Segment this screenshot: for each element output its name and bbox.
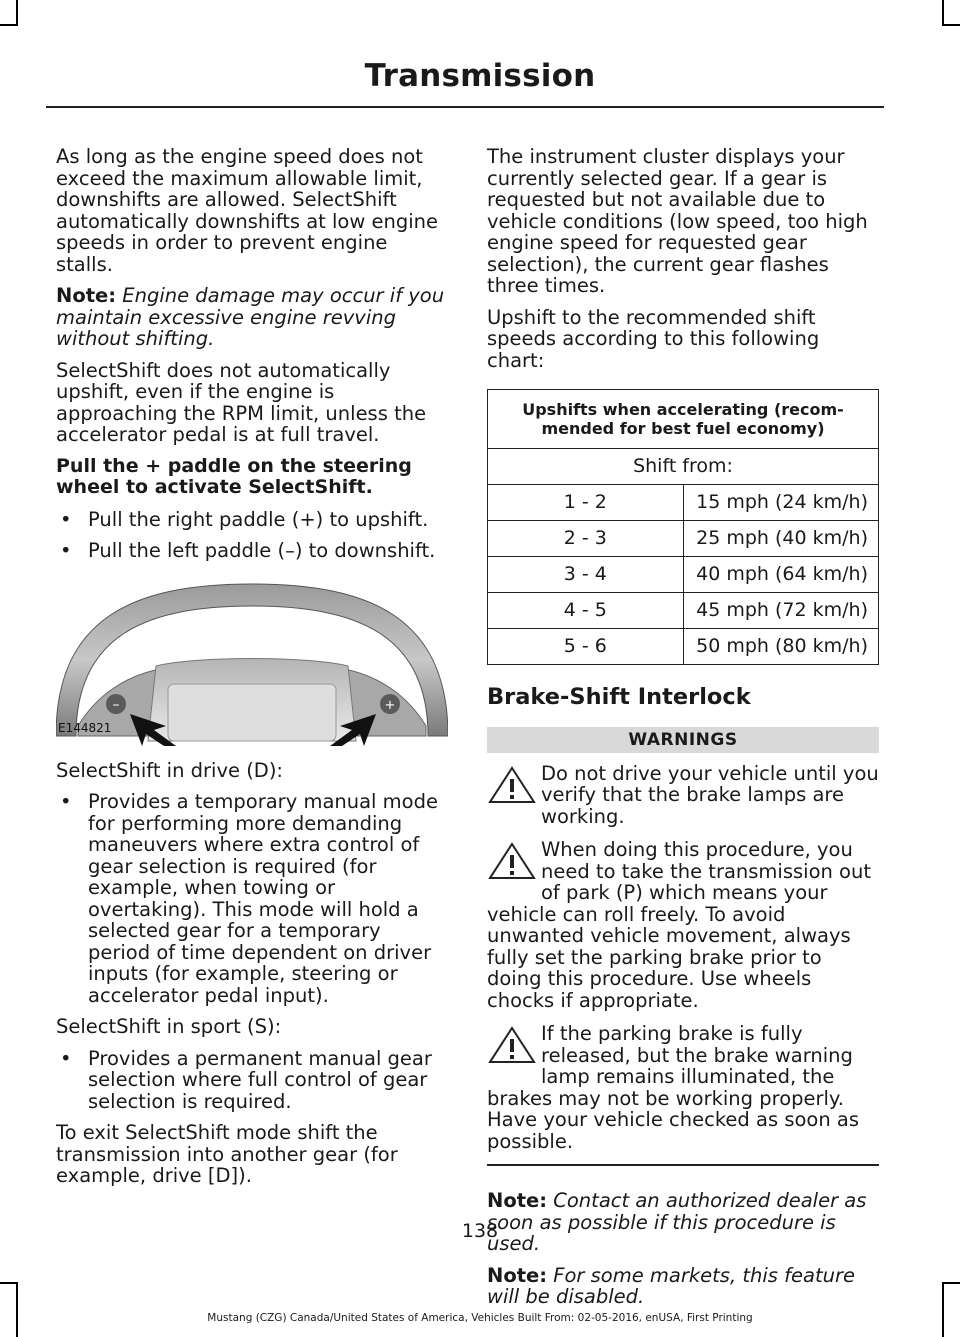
crop-mark-top-left-h [0, 24, 18, 26]
table-subheader: Shift from: [488, 449, 879, 485]
list-item: • Pull the right paddle (+) to upshift. [56, 509, 448, 531]
warning-triangle-icon [487, 841, 537, 881]
figure-label: E144821 [58, 721, 112, 735]
warning-text: Do not drive your vehicle until you verify that the brake lamps are working. [541, 761, 879, 828]
shift-speed-table [487, 389, 879, 665]
list-item: • Pull the left paddle (–) to downshift. [56, 540, 448, 562]
svg-text:+: + [384, 697, 396, 713]
steering-wheel-figure [56, 576, 448, 746]
page-title: Transmission [364, 58, 596, 94]
note-body: Contact an authorized dealer as soon as possible if this procedure is used. [487, 1189, 867, 1255]
section-title: Brake-Shift Interlock [487, 684, 751, 710]
paragraph-downshifts: As long as the engine speed does not exceed the maximum allowable limit, downshifts are allowed. SelectShift automatically downshifts at low engine speeds in order to prevent engine stalls. [56, 145, 439, 276]
paddle-list [56, 509, 448, 562]
paragraph-activate: Pull the + paddle on the steering wheel to activate SelectShift. [56, 454, 412, 498]
table-cell-gears: 2 - 3 [488, 521, 684, 557]
paragraph-upshift: SelectShift does not automatically upshift, even if the engine is approaching the RPM limit, unless the accelerator pedal is at full travel. [56, 358, 427, 446]
paragraph-exit: To exit SelectShift mode shift the transmission into another gear (for example, drive [D]). [56, 1121, 398, 1187]
drive-list [56, 791, 448, 1006]
warning-text: If the parking brake is fully released, but the brake warning lamp remains illuminated, the brakes may not be working properly. Have your vehicle checked as soon as possible. [487, 1022, 860, 1153]
warnings-end-rule [487, 1164, 879, 1166]
table-cell-speed: 40 mph (64 km/h) [683, 557, 879, 593]
sport-heading: SelectShift in sport (S): [56, 1015, 282, 1038]
left-column [56, 146, 448, 1197]
warning-text: When doing this procedure, you need to take the transmission out of park (P) which means your vehicle can roll freely. To avoid unwanted vehicle movement, always fully set the parking brake prior to doing this procedure. Use wheels chocks if appropriate. [487, 838, 871, 1012]
warning-item [487, 839, 879, 1011]
table-row [488, 521, 879, 557]
svg-text:–: – [112, 696, 120, 713]
crop-mark-bottom-left [16, 1282, 18, 1337]
note-label: Note: [487, 1189, 548, 1212]
table-cell-gears: 1 - 2 [488, 485, 684, 521]
right-column [487, 146, 879, 1318]
note-label: Note: [56, 284, 117, 307]
note-markets [487, 1265, 879, 1308]
paragraph-cluster: The instrument cluster displays your currently selected gear. If a gear is requested but not available due to vehicle conditions (low speed, too high engine speed for requested gear selection), the current gear flashes three times. [487, 145, 868, 297]
sport-list [56, 1048, 448, 1113]
warning-triangle-icon [487, 1025, 537, 1065]
crop-mark-top-left [16, 0, 18, 26]
table-row [488, 629, 879, 665]
crop-mark-bottom-right [942, 1282, 944, 1337]
note-body: For some markets, this feature will be disabled. [487, 1263, 855, 1308]
warning-item [487, 1023, 879, 1152]
table-cell-gears: 5 - 6 [488, 629, 684, 665]
note-body: Engine damage may occur if you maintain excessive engine revving without shifting. [56, 284, 445, 350]
table-cell-speed: 50 mph (80 km/h) [683, 629, 879, 665]
table-cell-speed: 15 mph (24 km/h) [683, 485, 879, 521]
list-item: • Provides a temporary manual mode for performing more demanding maneuvers where extra control of gear selection is required (for example, when towing or overtaking). This mode will hold a selected gear for a temporary period of time dependent on driver inputs (for example, steering or accelerator pedal input). [56, 791, 448, 1006]
table-row [488, 593, 879, 629]
paragraph-chart-intro: Upshift to the recommended shift speeds according to this following chart: [487, 305, 820, 372]
warnings-banner: WARNINGS [487, 727, 879, 753]
table-cell-speed: 45 mph (72 km/h) [683, 593, 879, 629]
note-engine-damage [56, 285, 448, 350]
table-header: Upshifts when accelerating (recom- mended for best fuel economy) [488, 390, 879, 449]
list-item: • Provides a permanent manual gear selection where full control of gear selection is required. [56, 1048, 448, 1113]
warning-item [487, 763, 879, 828]
table-cell-speed: 25 mph (40 km/h) [683, 521, 879, 557]
drive-heading: SelectShift in drive (D): [56, 758, 284, 782]
table-row [488, 557, 879, 593]
table-row [488, 485, 879, 521]
note-label: Note: [487, 1263, 548, 1287]
warning-triangle-icon [487, 765, 537, 805]
header-rule [46, 106, 884, 108]
footer-text: Mustang (CZG) Canada/United States of America, Vehicles Built From: 02-05-2016, enUSA, First Printing [207, 1312, 753, 1324]
crop-mark-bottom-right-h [942, 1282, 960, 1284]
page-number: 138 [461, 1220, 499, 1242]
crop-mark-bottom-left-h [0, 1282, 18, 1284]
table-cell-gears: 4 - 5 [488, 593, 684, 629]
table-cell-gears: 3 - 4 [488, 557, 684, 593]
crop-mark-top-right-h [942, 24, 960, 26]
steering-wheel-illustration [56, 576, 448, 746]
crop-mark-top-right [942, 0, 944, 26]
